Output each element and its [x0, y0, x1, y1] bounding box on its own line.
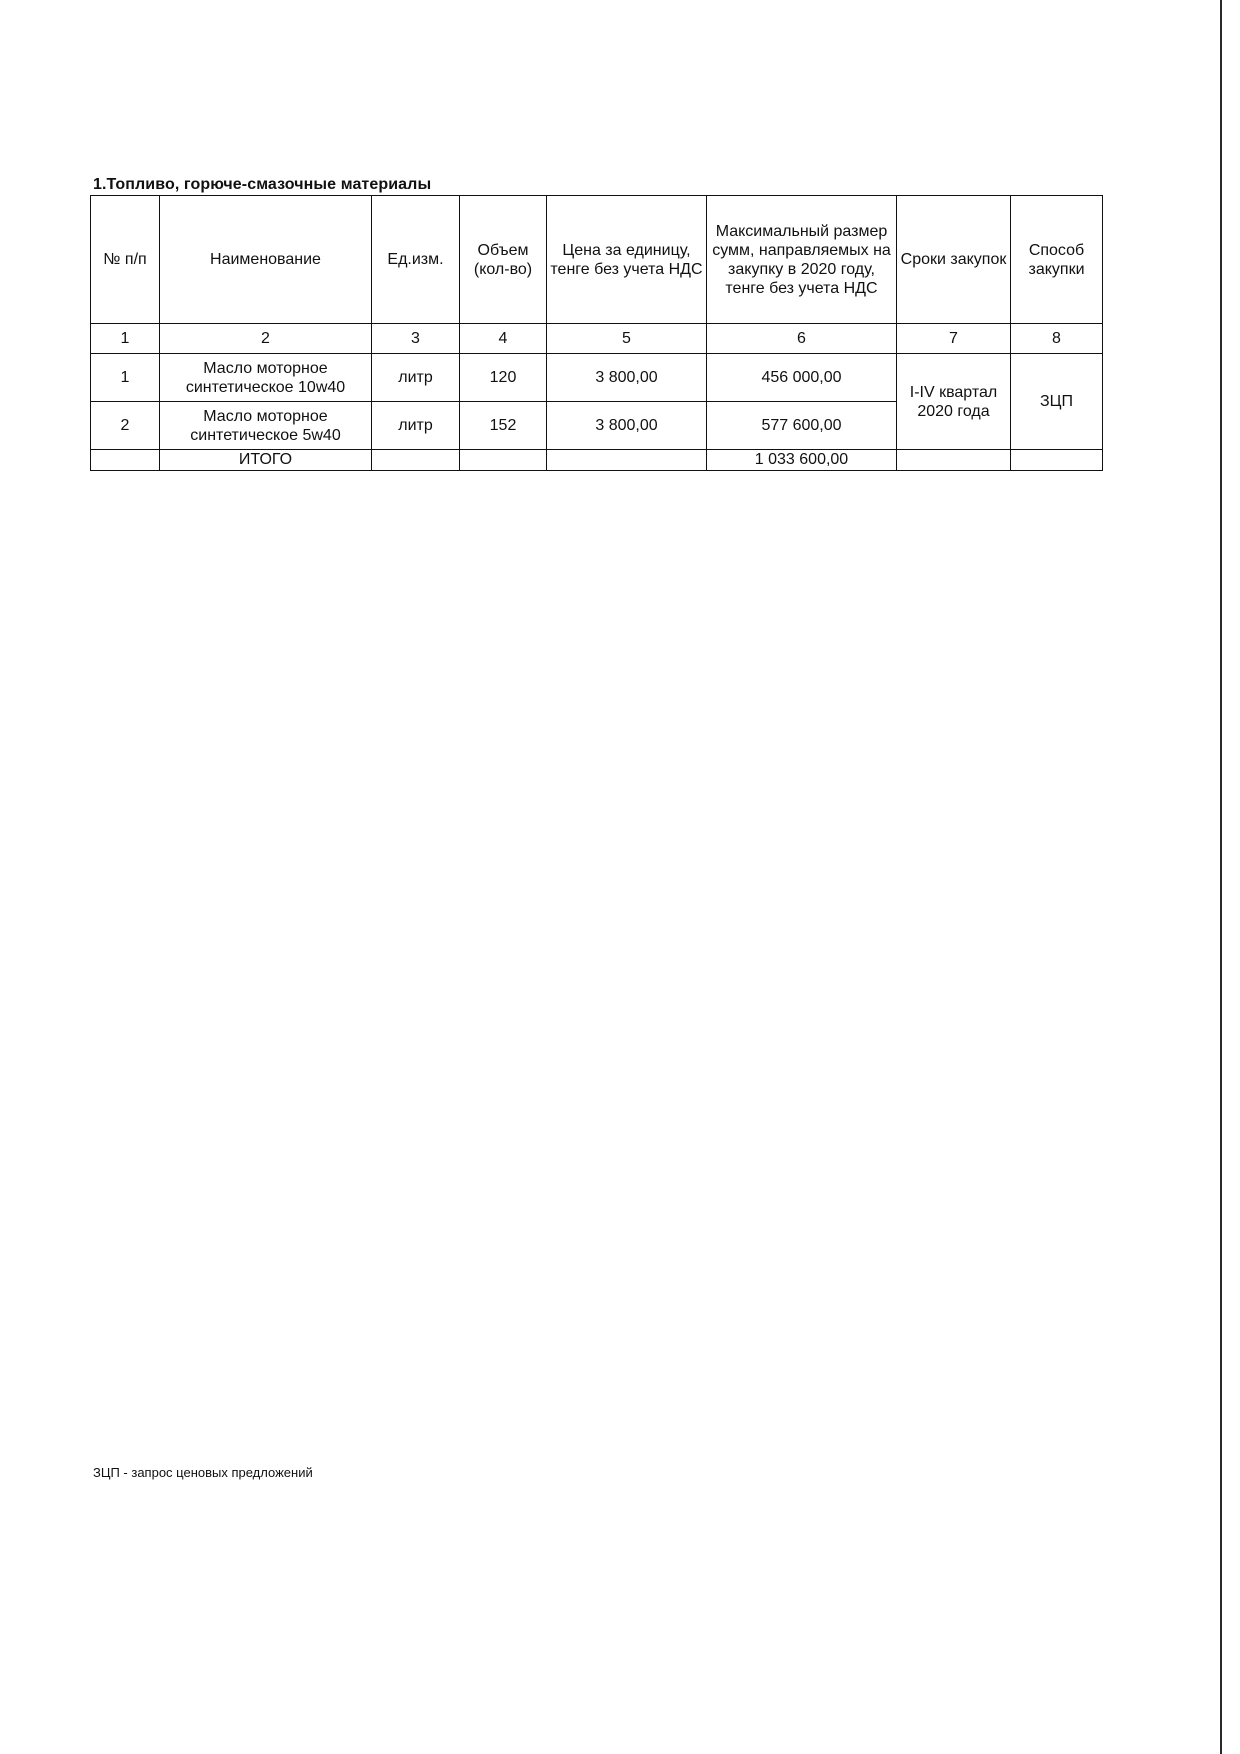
- table-row: [91, 354, 1103, 402]
- column-number: 2: [160, 324, 372, 354]
- header-cell-price: Цена за единицу, тенге без учета НДС: [547, 196, 707, 324]
- section-title: 1.Топливо, горюче-смазочные материалы: [93, 176, 432, 193]
- item-quantity: 120: [460, 354, 547, 402]
- total-empty-cell: [1011, 450, 1103, 471]
- header-cell-num: № п/п: [91, 196, 160, 324]
- total-empty-cell: [372, 450, 460, 471]
- purchase-period: I-IV квартал 2020 года: [897, 354, 1011, 450]
- item-price: 3 800,00: [547, 354, 707, 402]
- header-cell-qty: Объем (кол-во): [460, 196, 547, 324]
- total-row: [91, 450, 1103, 471]
- total-amount: 1 033 600,00: [707, 450, 897, 471]
- column-number: 8: [1011, 324, 1103, 354]
- procurement-table: [90, 195, 1103, 471]
- item-amount: 456 000,00: [707, 354, 897, 402]
- page-edge-line: [1220, 0, 1222, 1754]
- item-name: Масло моторное синтетическое 5w40: [160, 402, 372, 450]
- footnote: ЗЦП - запрос ценовых предложений: [93, 1465, 313, 1480]
- total-empty-cell: [897, 450, 1011, 471]
- item-unit: литр: [372, 402, 460, 450]
- column-number: 5: [547, 324, 707, 354]
- header-cell-method: Способ закупки: [1011, 196, 1103, 324]
- header-cell-unit: Ед.изм.: [372, 196, 460, 324]
- purchase-method: ЗЦП: [1011, 354, 1103, 450]
- column-number-row: [91, 324, 1103, 354]
- total-label: ИТОГО: [160, 450, 372, 471]
- column-number: 1: [91, 324, 160, 354]
- header-cell-period: Сроки закупок: [897, 196, 1011, 324]
- item-quantity: 152: [460, 402, 547, 450]
- column-number: 4: [460, 324, 547, 354]
- column-number: 3: [372, 324, 460, 354]
- item-name: Масло моторное синтетическое 10w40: [160, 354, 372, 402]
- item-price: 3 800,00: [547, 402, 707, 450]
- column-number: 7: [897, 324, 1011, 354]
- item-amount: 577 600,00: [707, 402, 897, 450]
- column-number: 6: [707, 324, 897, 354]
- total-empty-cell: [460, 450, 547, 471]
- header-row: [91, 196, 1103, 324]
- row-number: 1: [91, 354, 160, 402]
- header-cell-name: Наименование: [160, 196, 372, 324]
- row-number: 2: [91, 402, 160, 450]
- item-unit: литр: [372, 354, 460, 402]
- header-cell-amount: Максимальный размер сумм, направляемых на закупку в 2020 году, тенге без учета НДС: [707, 196, 897, 324]
- total-empty-cell: [547, 450, 707, 471]
- total-empty-cell: [91, 450, 160, 471]
